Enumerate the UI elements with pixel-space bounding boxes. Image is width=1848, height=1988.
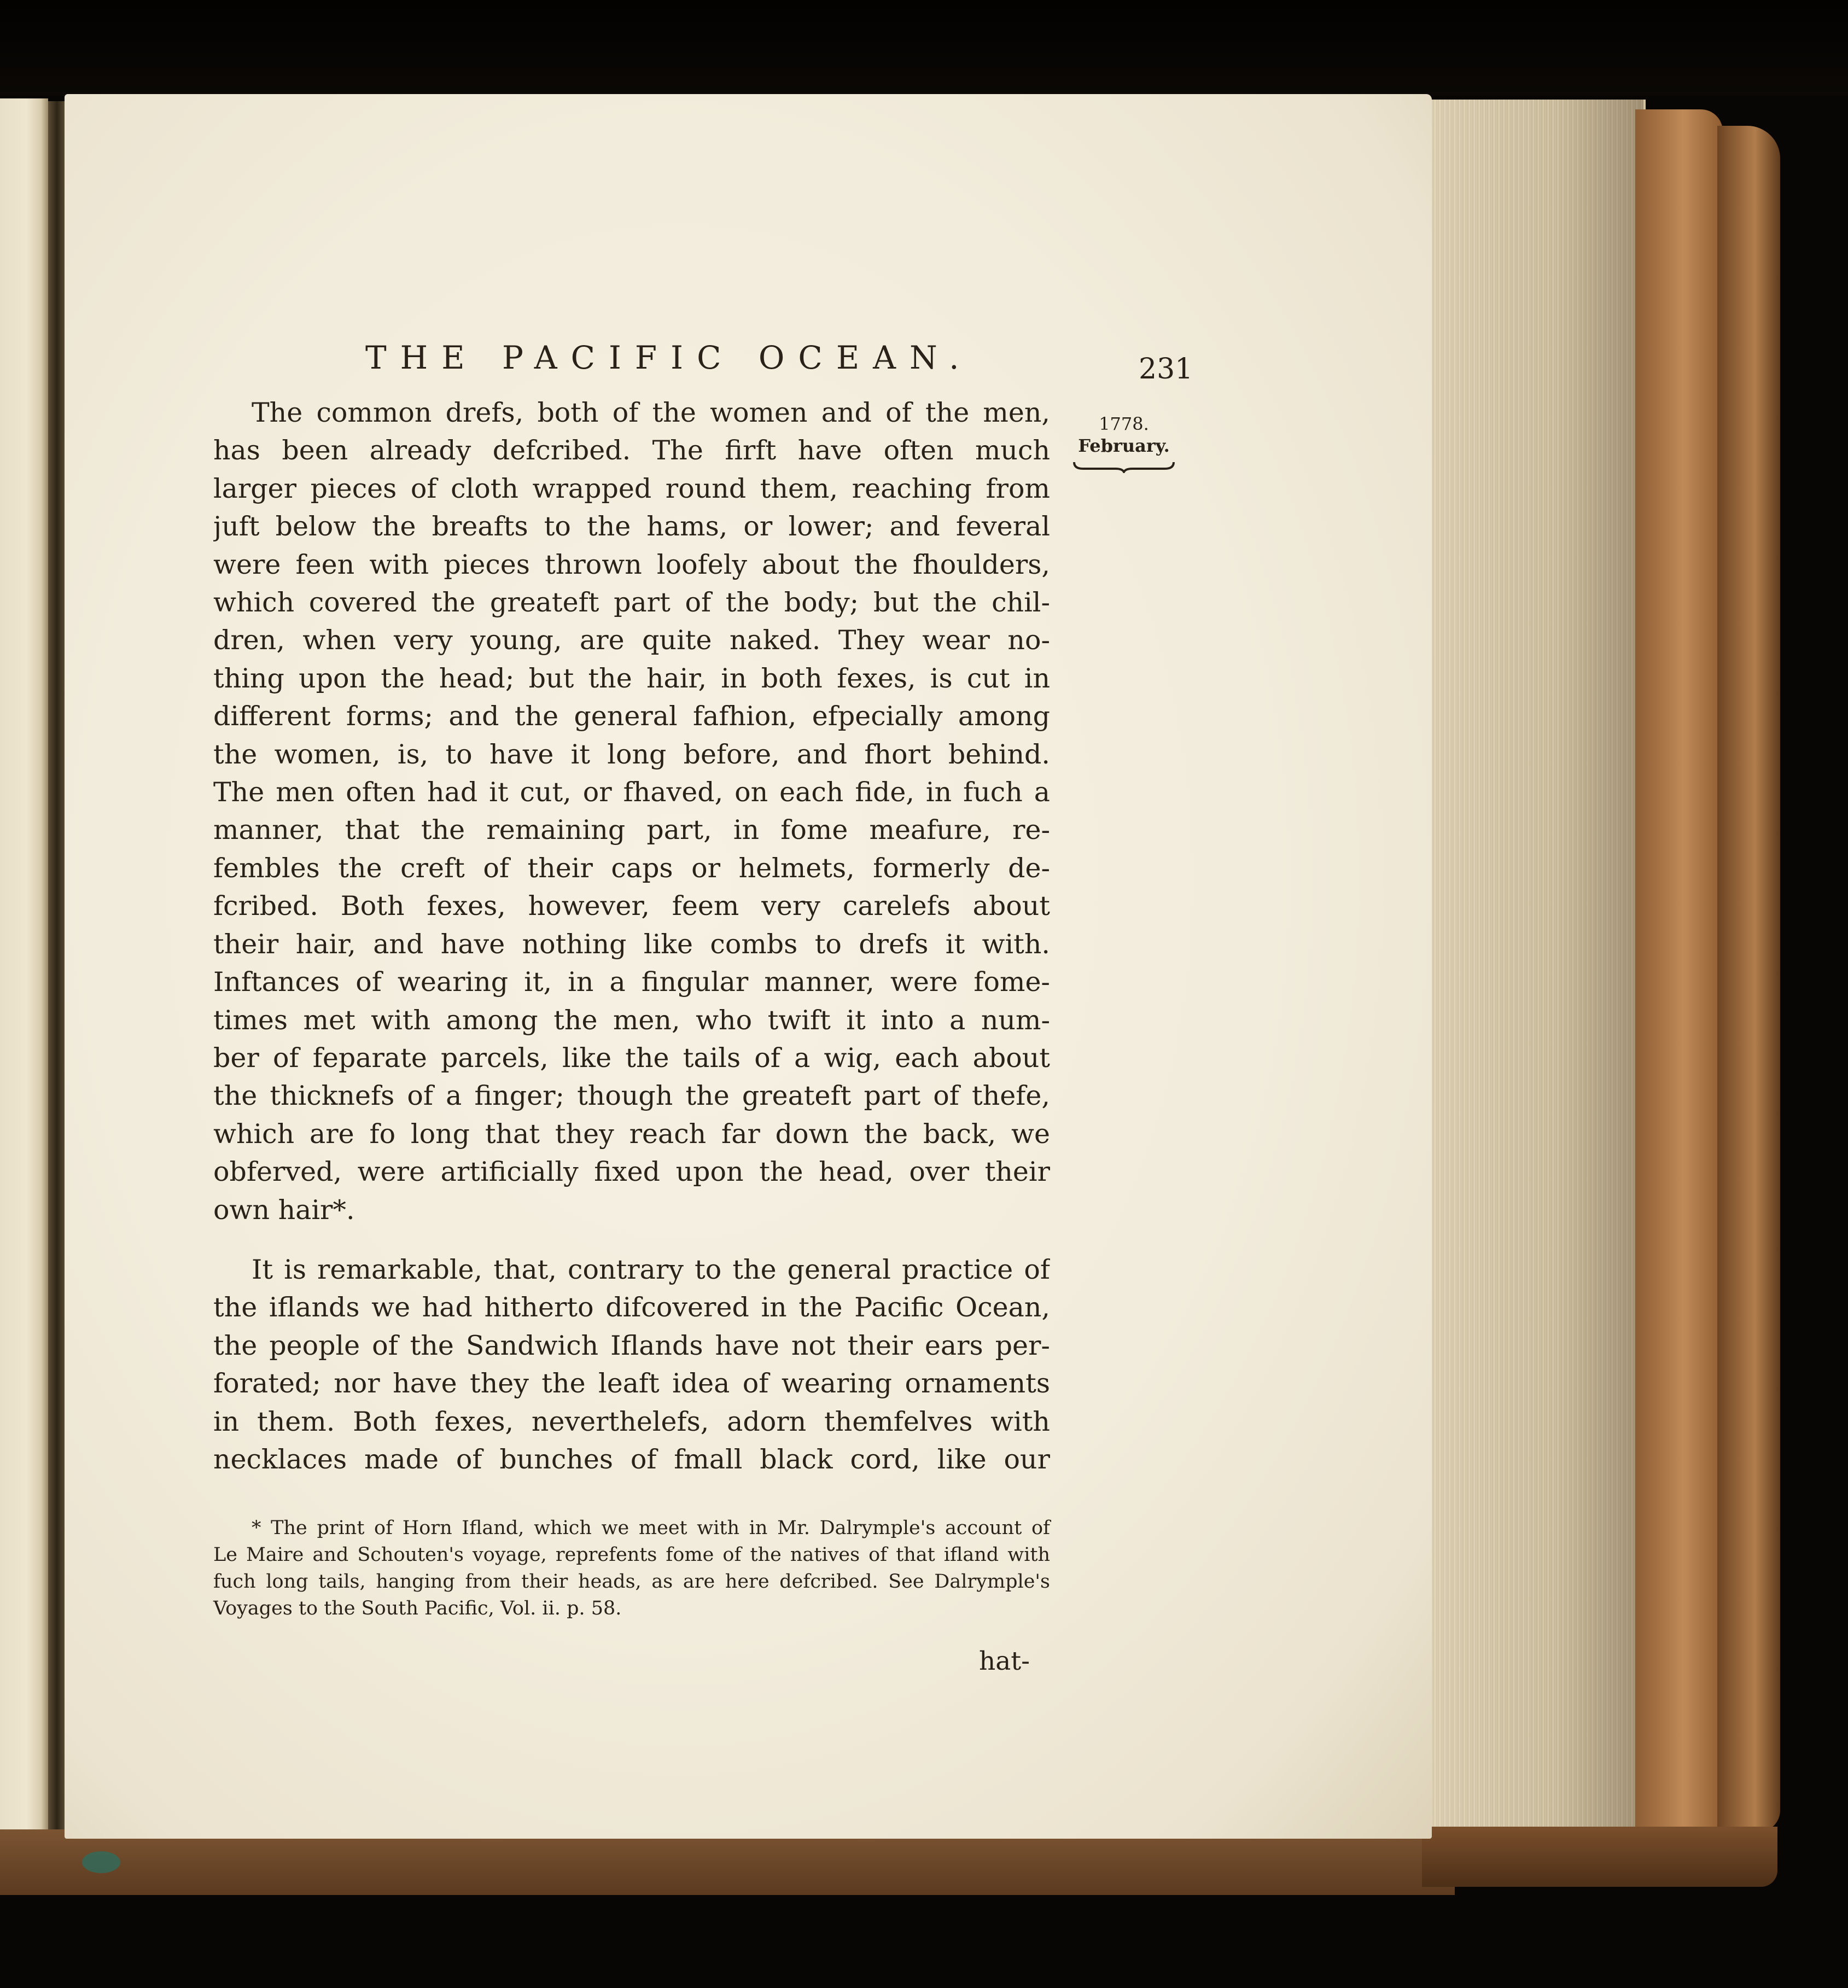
text-line: manner, that the remaining part, in fome meafure, re-	[213, 814, 1050, 846]
margin-note-month: February.	[1078, 435, 1170, 456]
text-line: The common drefs, both of the women and of the men,	[252, 397, 1050, 428]
running-head: THE PACIFIC OCEAN.	[365, 339, 973, 376]
text-line: dren, when very young, are quite naked. They wear no-	[213, 625, 1050, 656]
text-line: The men often had it cut, or fhaved, on each fide, in fuch a	[213, 777, 1050, 808]
text-line: were feen with pieces thrown loofely about the fhoulders,	[213, 549, 1050, 580]
footnote	[213, 1515, 1050, 1622]
page-block-shading	[1425, 100, 1643, 1839]
text-line: necklaces made of bunches of fmall black cord, like our	[213, 1443, 1050, 1475]
text-line: in them. Both fexes, neverthelefs, adorn themfelves with	[213, 1406, 1050, 1437]
text-line: own hair*.	[213, 1194, 355, 1226]
leather-cover	[1635, 109, 1723, 1832]
paragraph-1	[213, 394, 1050, 1229]
text-line: fuch long tails, hanging from their heads, as are here defcribed. See Dalrymple's	[213, 1571, 1050, 1593]
paragraph-2	[213, 1251, 1050, 1478]
margin-note	[1069, 413, 1179, 473]
text-line: Voyages to the South Pacific, Vol. ii. p. 58.	[213, 1598, 622, 1619]
left-page-edge	[0, 98, 48, 1887]
text-line: fcribed. Both fexes, however, feem very carelefs about	[213, 890, 1050, 922]
text-line: ber of feparate parcels, like the tails of a wig, each about	[213, 1042, 1050, 1074]
text-line: obferved, were artificially fixed upon the head, over their	[213, 1156, 1050, 1188]
mold-spot	[82, 1851, 120, 1873]
text-line: the iflands we had hitherto difcovered in the Pacific Ocean,	[213, 1292, 1050, 1324]
text-line: larger pieces of cloth wrapped round them, reaching from	[213, 473, 1050, 504]
text-line: Inftances of wearing it, in a fingular manner, were fome-	[213, 966, 1050, 998]
catchword: hat-	[979, 1646, 1030, 1676]
text-line: the women, is, to have it long before, and fhort behind.	[213, 738, 1050, 770]
text-line: has been already defcribed. The firft have often much	[213, 435, 1050, 467]
text-line: which are fo long that they reach far down the back, we	[213, 1118, 1050, 1150]
text-line: It is remarkable, that, contrary to the general practice of	[252, 1254, 1050, 1285]
leather-cover-edge	[1717, 126, 1780, 1832]
bottom-cover-edge	[0, 1829, 1455, 1895]
leather-cover-bottom	[1422, 1827, 1777, 1887]
page-number: 231	[1139, 353, 1193, 386]
text-line: thing upon the head; but the hair, in both fexes, is cut in	[213, 662, 1050, 694]
text-line: juft below the breafts to the hams, or lower; and feveral	[213, 511, 1050, 543]
text-line: fembles the creft of their caps or helmets, formerly de-	[213, 852, 1050, 884]
text-line: forated; nor have they the leaft idea of wearing ornaments	[213, 1368, 1050, 1400]
dark-background-top	[0, 0, 1848, 96]
body-text	[213, 394, 1050, 1478]
text-line: the people of the Sandwich Iflands have not their ears per-	[213, 1330, 1050, 1361]
text-line: their hair, and have nothing like combs to drefs it with.	[213, 928, 1050, 960]
text-line: which covered the greateft part of the body; but the chil-	[213, 587, 1050, 619]
text-line: * The print of Horn Ifland, which we meet with in Mr. Dalrymple's account of	[252, 1517, 1050, 1539]
text-line: the thicknefs of a finger; though the greateft part of thefe,	[213, 1080, 1050, 1112]
text-line: different forms; and the general fafhion, efpecially among	[213, 701, 1050, 732]
margin-note-year: 1778.	[1099, 413, 1149, 434]
text-line: Le Maire and Schouten's voyage, reprefents fome of the natives of that ifland with	[213, 1544, 1050, 1566]
text-line: times met with among the men, who twift it into a num-	[213, 1004, 1050, 1036]
curly-brace-icon	[1072, 460, 1176, 473]
